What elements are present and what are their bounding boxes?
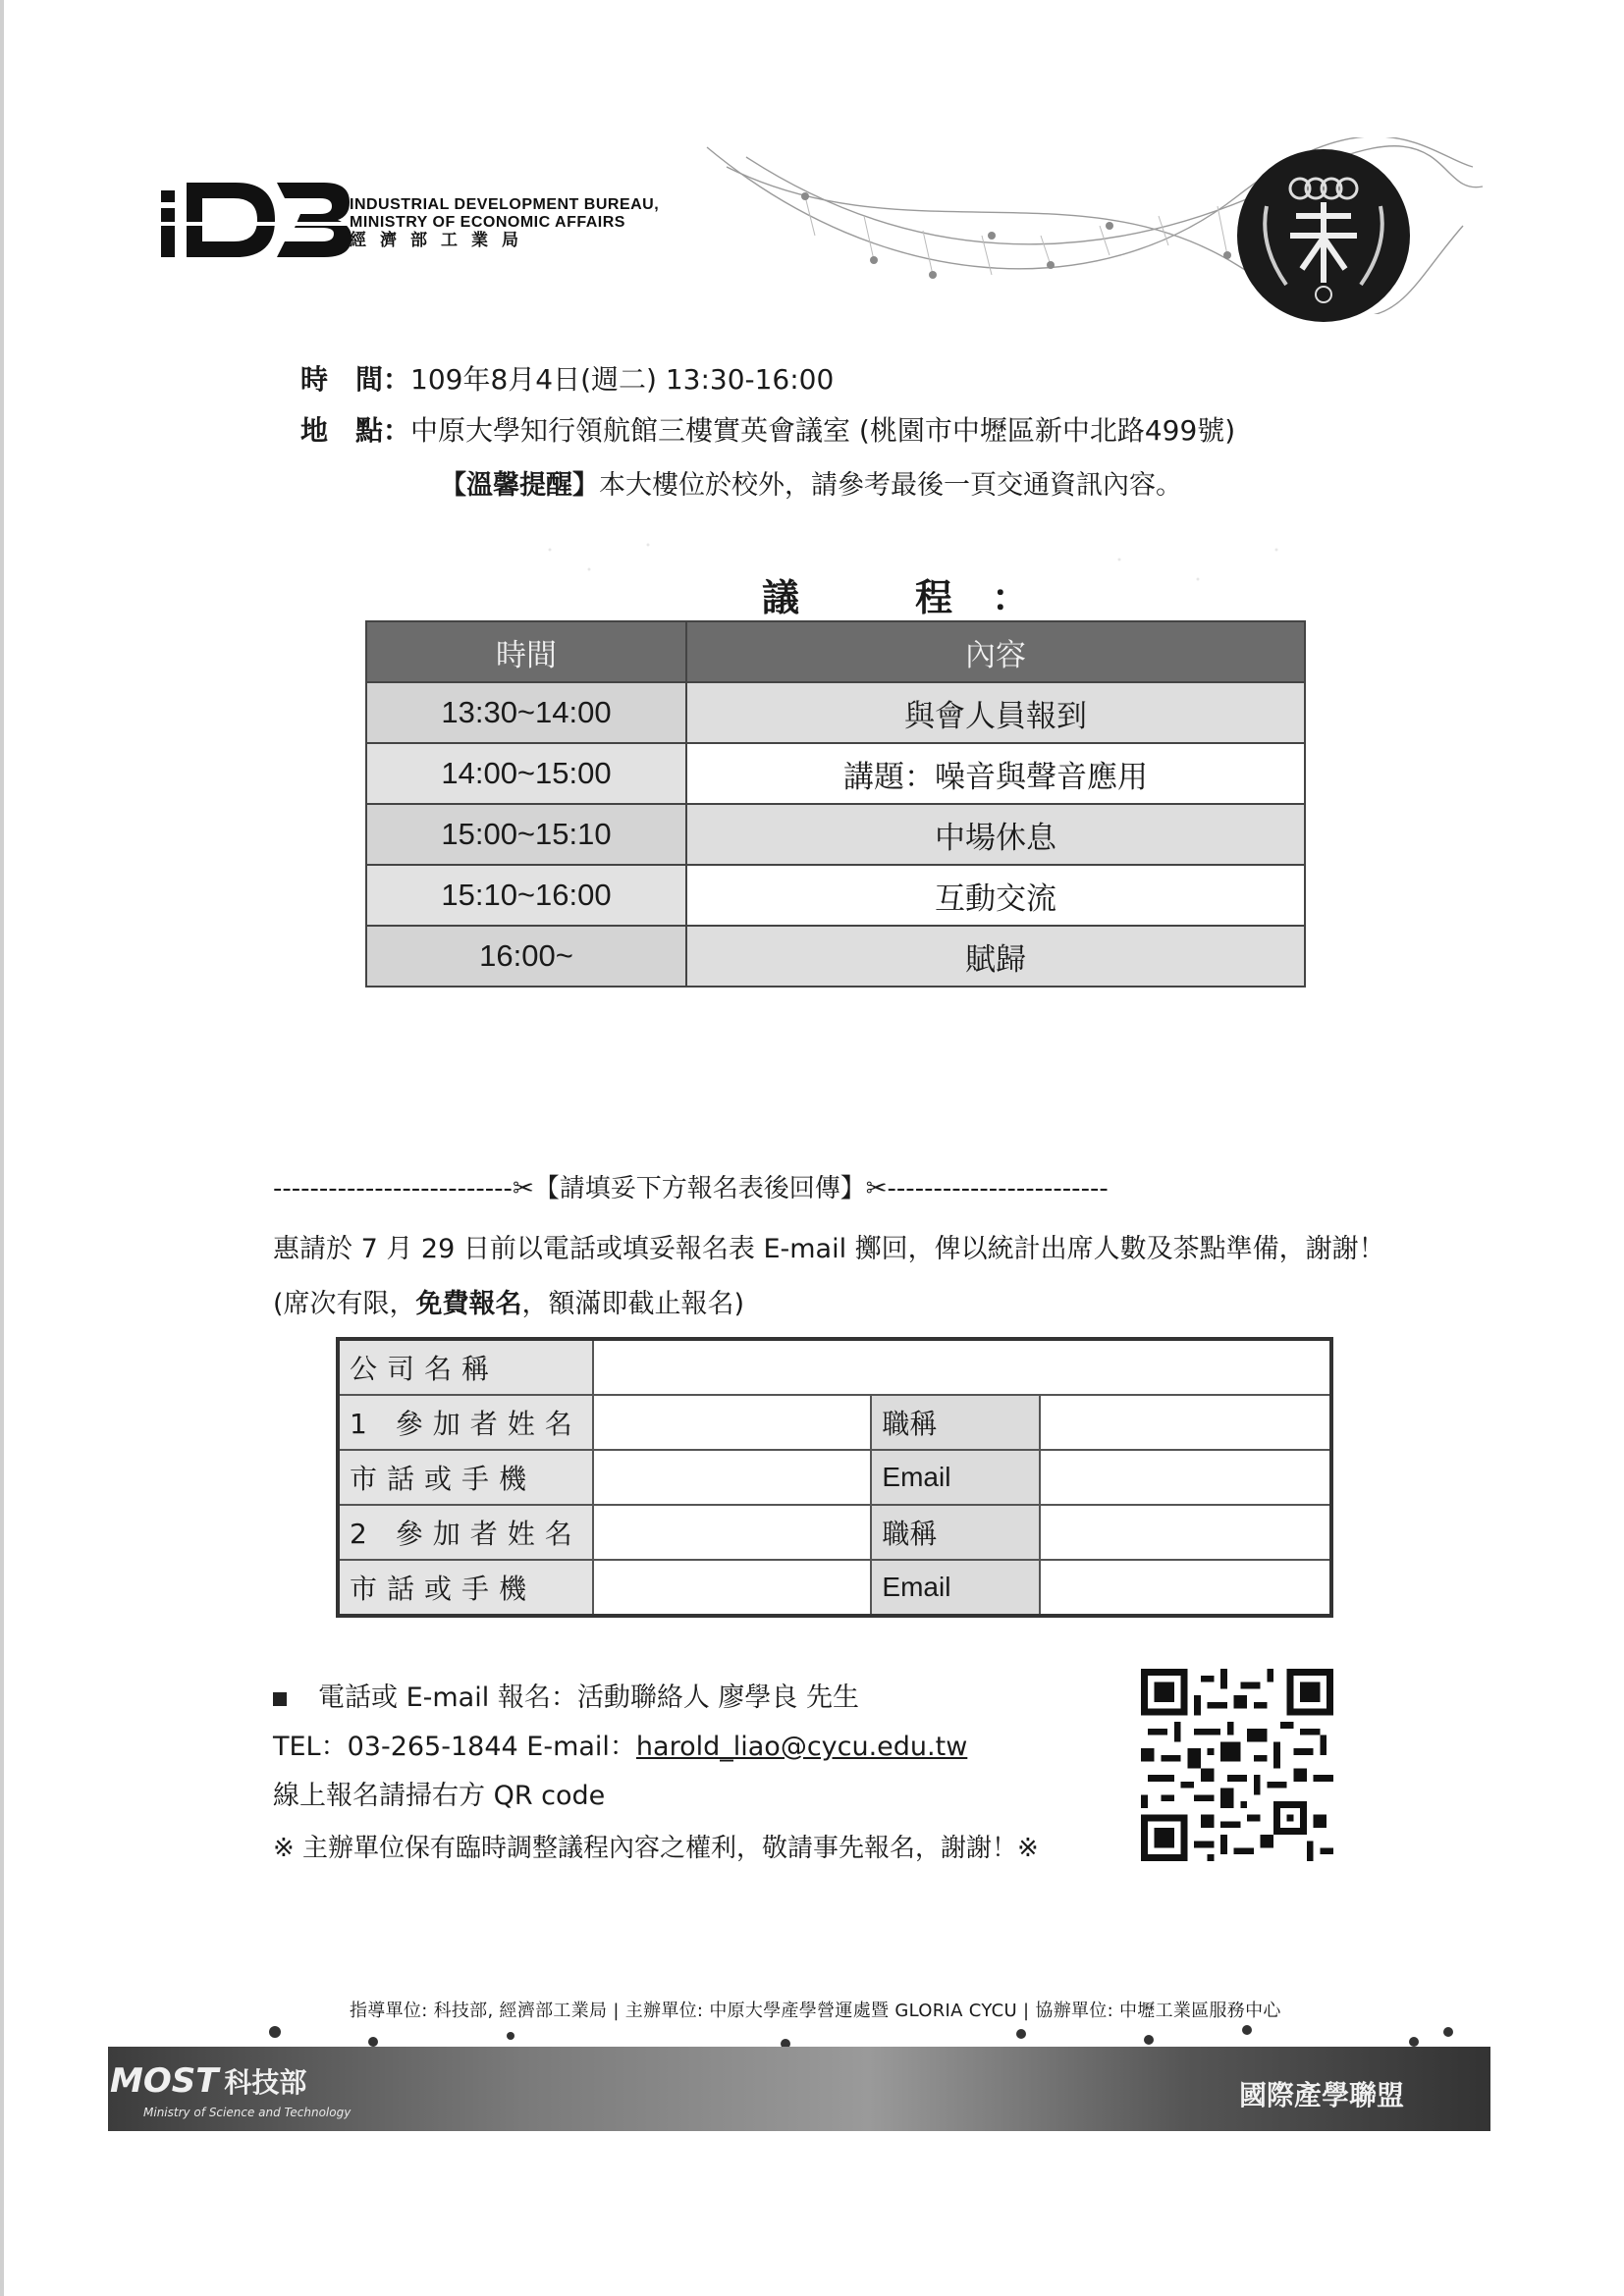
footer-dot-decoration (255, 2012, 1492, 2052)
place-label: 地 點： (300, 414, 411, 447)
attendee1-field[interactable] (593, 1395, 872, 1450)
attendee2-field[interactable] (593, 1505, 872, 1560)
agenda-content: 互動交流 (686, 865, 1305, 926)
notice-part2: ，額滿即截止報名) (521, 1289, 745, 1319)
most-logo (110, 2061, 306, 2101)
agenda-content: 中場休息 (686, 804, 1305, 865)
agenda-row (366, 804, 1305, 865)
registration-qr-code[interactable] (1141, 1669, 1333, 1861)
event-time (300, 363, 834, 397)
time-label: 時 間： (300, 363, 411, 396)
email2-label: Email (871, 1560, 1040, 1616)
square-bullet-icon (273, 1692, 287, 1706)
registration-notice (273, 1222, 1402, 1332)
form-row (338, 1450, 1331, 1505)
form-row (338, 1505, 1331, 1560)
agenda-content: 講題：噪音與聲音應用 (686, 743, 1305, 804)
scissors-icon: ✂ (512, 1174, 534, 1203)
agenda-title: 議 程： (762, 576, 1069, 619)
contact-line1 (273, 1674, 967, 1723)
tel-label: TEL：03-265-1844 E-mail： (273, 1732, 636, 1762)
company-field[interactable] (593, 1339, 1331, 1395)
reminder-text: 本大樓位於校外，請參考最後一頁交通資訊內容。 (599, 470, 1182, 501)
reminder (440, 463, 1182, 502)
qr-note: 線上報名請掃右方 QR code (273, 1781, 606, 1811)
agenda-row (366, 682, 1305, 743)
agenda-time: 14:00~15:00 (366, 743, 686, 804)
phone2-label: 市話或手機 (338, 1560, 593, 1616)
cut-line (273, 1168, 1109, 1204)
contact-line2 (273, 1723, 967, 1772)
agenda-header-row (366, 621, 1305, 682)
scissors-icon: ✂ (865, 1174, 888, 1203)
place-value: 中原大學知行領航館三樓實英會議室 (桃園市中壢區新中北路499號) (410, 414, 1236, 447)
bureau-zh: 經濟部工業局 (350, 231, 532, 249)
bureau-name (350, 196, 659, 249)
title1-field[interactable] (1040, 1395, 1331, 1450)
agenda-time: 15:00~15:10 (366, 804, 686, 865)
scan-edge-line (0, 0, 4, 2296)
reminder-tag: 【溫馨提醒】 (440, 470, 599, 501)
email2-field[interactable] (1040, 1560, 1331, 1616)
notice-free: 免費報名 (415, 1289, 522, 1319)
attendee2-label: 2 參加者姓名 (338, 1505, 593, 1560)
attendee1-label: 1 參加者姓名 (338, 1395, 593, 1450)
email1-label: Email (871, 1450, 1040, 1505)
company-label: 公司名稱 (338, 1339, 593, 1395)
most-wordmark: MOST (110, 2061, 219, 2101)
cut-line-left: -------------------------- (273, 1174, 513, 1203)
form-row (338, 1339, 1331, 1395)
title2-field[interactable] (1040, 1505, 1331, 1560)
agenda-time: 15:10~16:00 (366, 865, 686, 926)
phone2-field[interactable] (593, 1560, 872, 1616)
form-row (338, 1560, 1331, 1616)
phone1-field[interactable] (593, 1450, 872, 1505)
agenda-row (366, 743, 1305, 804)
agenda-time: 16:00~ (366, 926, 686, 987)
email1-field[interactable] (1040, 1450, 1331, 1505)
event-place (300, 414, 1235, 448)
cut-line-text: 【請填妥下方報名表後回傳】 (533, 1174, 866, 1203)
most-subtitle: Ministry of Science and Technology (143, 2106, 352, 2119)
agenda-row (366, 865, 1305, 926)
cycu-emblem (1235, 147, 1412, 324)
registration-form (336, 1337, 1333, 1618)
phone1-label: 市話或手機 (338, 1450, 593, 1505)
bureau-en-line2: MINISTRY OF ECONOMIC AFFAIRS (350, 214, 625, 231)
idb-logo (157, 179, 353, 257)
time-value: 109年8月4日(週二) 13:30-16:00 (410, 363, 835, 396)
alliance-label: 國際產學聯盟 (1239, 2079, 1405, 2111)
contact-email-link[interactable]: harold_liao@cycu.edu.tw (635, 1732, 968, 1762)
title1-label: 職稱 (871, 1395, 1040, 1450)
most-zh: 科技部 (224, 2066, 307, 2099)
agenda-row (366, 926, 1305, 987)
agenda-time: 13:30~14:00 (366, 682, 686, 743)
notice-part1: 惠請於 7 月 29 日前以電話或填妥報名表 E-mail 擲回，俾以統計出席人數及茶點準備，謝謝！(席次有限， (273, 1234, 1385, 1319)
form-row (338, 1395, 1331, 1450)
agenda-header-time: 時間 (366, 621, 686, 682)
contact-info (273, 1674, 967, 1821)
agenda-content: 與會人員報到 (686, 682, 1305, 743)
contact-person: 電話或 E-mail 報名：活動聯絡人 廖學良 先生 (318, 1682, 859, 1713)
agenda-content: 賦歸 (686, 926, 1305, 987)
disclaimer: ※ 主辦單位保有臨時調整議程內容之權利，敬請事先報名，謝謝！※ (273, 1834, 1039, 1863)
bureau-en-line1: INDUSTRIAL DEVELOPMENT BUREAU, (350, 196, 660, 213)
agenda-header-content: 內容 (686, 621, 1305, 682)
organizers-line: 指導單位: 科技部, 經濟部工業局 | 主辦單位: 中原大學產學營運處暨 GLORIA CYCU | 協辦單位: 中壢工業區服務中心 (350, 2001, 1281, 2021)
agenda-table (365, 620, 1306, 988)
cut-line-right: ------------------------ (887, 1174, 1109, 1203)
title2-label: 職稱 (871, 1505, 1040, 1560)
